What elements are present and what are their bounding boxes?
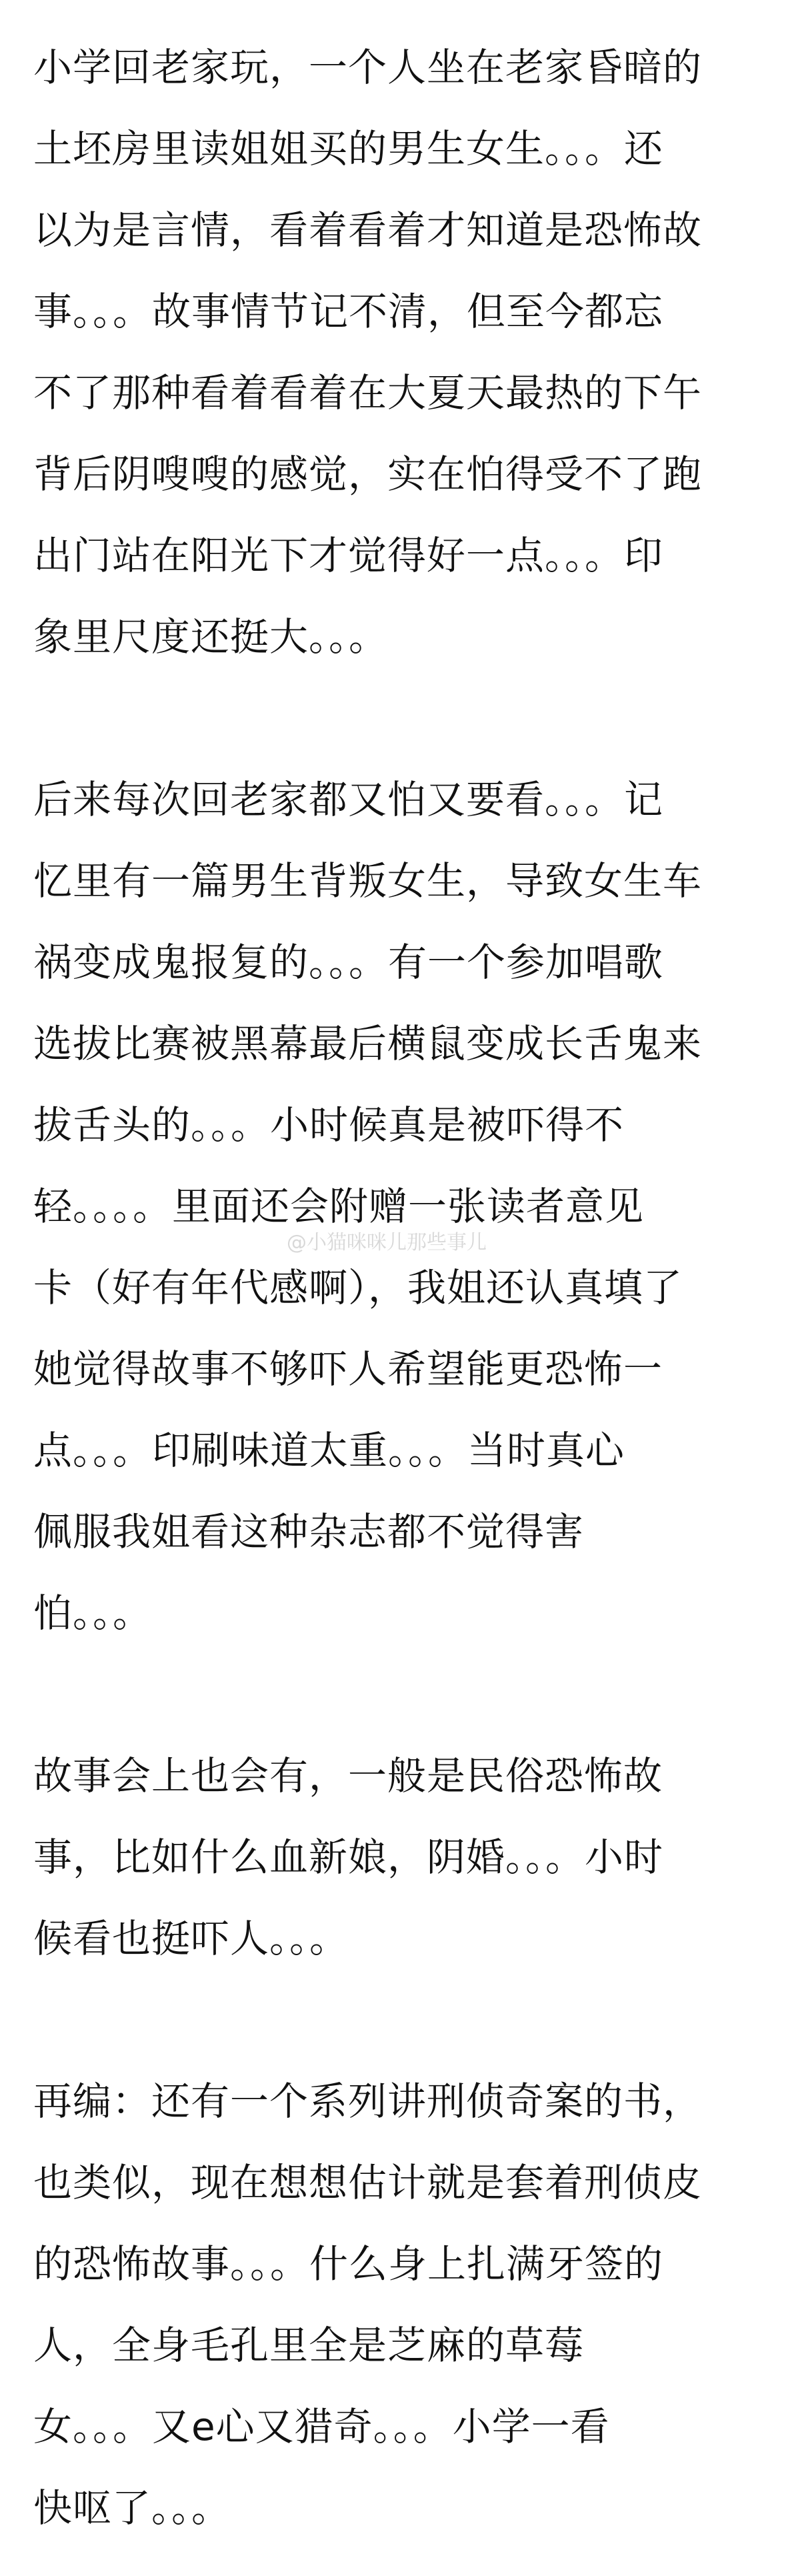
text-line: 以为是言情，看着看着才知道是恐怖故	[33, 207, 703, 253]
text-line: 她觉得故事不够吓人希望能更恐怖一	[33, 1346, 663, 1392]
paragraph-gap	[33, 678, 767, 759]
text-line: 小学回老家玩，一个人坐在老家昏暗的	[33, 45, 703, 90]
paragraph-3	[33, 1735, 767, 1979]
paragraph-gap	[33, 1979, 767, 2061]
text-line: 后来每次回老家都又怕又要看。。。记	[33, 777, 664, 822]
text-line: 女。。。又e心又猎奇。。。小学一看	[33, 2404, 610, 2449]
article-body	[33, 27, 767, 2547]
text-line: 也类似，现在想想估计就是套着刑侦皮	[33, 2160, 703, 2205]
text-line: 佩服我姐看这种杂志都不觉得害	[33, 1509, 585, 1554]
text-line: 土坯房里读姐姐买的男生女生。。。还	[33, 126, 664, 171]
text-line: 出门站在阳光下才觉得好一点。。。印	[33, 533, 664, 578]
text-line: 忆里有一篇男生背叛女生，导致女生车	[33, 858, 703, 904]
text-line: 不了那种看着看着在大夏天最热的下午	[33, 370, 703, 415]
text-line: 选拔比赛被黑幕最后横鼠变成长舌鬼来	[33, 1021, 703, 1066]
paragraph-1	[33, 27, 767, 678]
text-line: 象里尺度还挺大。。。	[33, 614, 389, 660]
watermark: @小猫咪咪儿那些事儿	[287, 1231, 487, 1254]
text-line: 快呕了。。。	[33, 2485, 231, 2531]
paragraph-gap	[33, 1654, 767, 1735]
text-line: 故事会上也会有，一般是民俗恐怖故	[33, 1753, 663, 1798]
text-line: 事，比如什么血新娘，阴婚。。。小时	[33, 1834, 664, 1880]
paragraph-4	[33, 2061, 767, 2549]
text-line: 候看也挺吓人。。。	[33, 1916, 349, 1961]
text-line: 再编：还有一个系列讲刑侦奇案的书，	[33, 2079, 703, 2124]
text-line: 拔舌头的。。。小时候真是被吓得不	[33, 1102, 625, 1148]
text-line: 怕。。。	[33, 1590, 153, 1636]
text-line: 背后阴嗖嗖的感觉，实在怕得受不了跑	[33, 451, 703, 497]
text-line: 轻。。。。里面还会附赠一张读者意见	[33, 1184, 645, 1229]
text-line: 祸变成鬼报复的。。。有一个参加唱歌	[33, 940, 664, 985]
text-line: 人，全身毛孔里全是芝麻的草莓	[33, 2323, 585, 2368]
text-line: 事。。。故事情节记不清，但至今都忘	[33, 289, 664, 334]
paragraph-2	[33, 759, 767, 1654]
text-line: 点。。。印刷味道太重。。。当时真心	[33, 1428, 625, 1473]
text-line: 的恐怖故事。。。什么身上扎满牙签的	[33, 2241, 664, 2287]
text-line: 卡（好有年代感啊），我姐还认真填了	[33, 1265, 683, 1310]
